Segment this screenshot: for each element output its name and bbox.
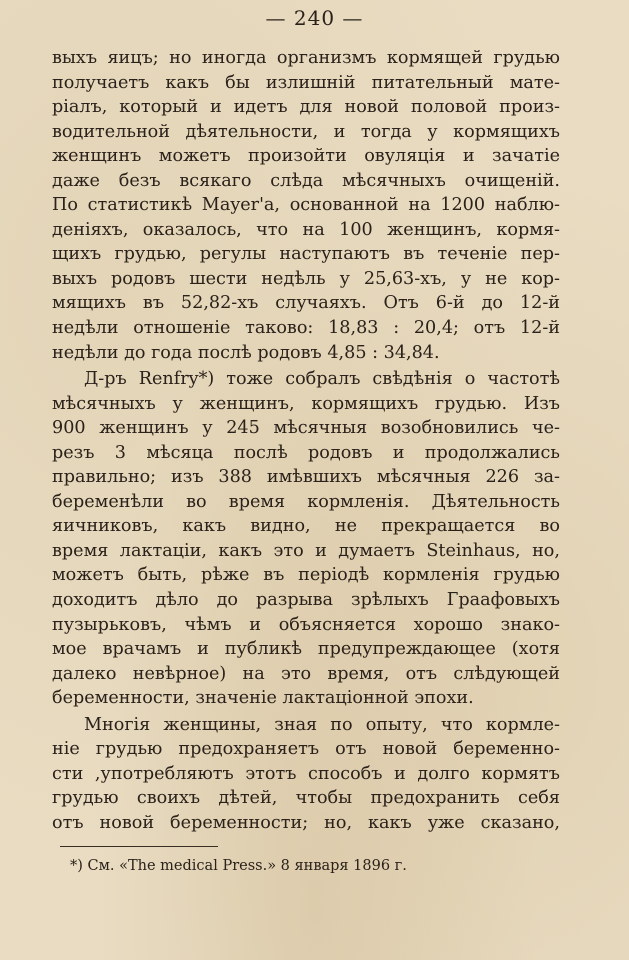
- page-number: — 240 —: [265, 6, 364, 30]
- text-line: отъ новой беременности; но, какъ уже сказано,: [52, 812, 560, 833]
- text-line: грудью своихъ дѣтей, чтобы предохранить себя: [52, 788, 560, 809]
- text-line: деніяхъ, оказалось, что на 100 женщинъ, кормя-: [52, 219, 560, 240]
- body-text: [52, 46, 560, 836]
- text-line: ніе грудью предохраняетъ отъ новой беременно-: [52, 739, 560, 760]
- text-line: далеко невѣрное) на это время, отъ слѣдующей: [52, 663, 560, 684]
- text-line: получаетъ какъ бы излишній питательный мате-: [52, 72, 560, 93]
- text-line: даже безъ всякаго слѣда мѣсячныхъ очищеній.: [52, 170, 560, 191]
- text-line: можетъ быть, рѣже въ періодѣ кормленія грудью: [52, 565, 560, 586]
- text-line: мѣсячныхъ у женщинъ, кормящихъ грудью. Изъ: [52, 393, 560, 414]
- text-line: водительной дѣятельности, и тогда у кормящихъ: [52, 121, 560, 142]
- footnote-rule: [60, 846, 218, 847]
- text-line: беременности, значеніе лактаціонной эпохи.: [52, 688, 474, 709]
- text-line: выхъ яицъ; но иногда организмъ кормящей грудью: [52, 48, 560, 68]
- text-line: беременѣли во время кормленія. Дѣятельность: [52, 491, 560, 512]
- footnote: *) См. «The medical Press.» 8 января 1896 г.: [70, 858, 407, 874]
- text-line: щихъ грудью, регулы наступаютъ въ теченіе пер-: [52, 244, 560, 265]
- paragraph-1: [52, 46, 560, 365]
- text-line: По статистикѣ Mayer'a, основанной на 1200 наблю-: [52, 195, 560, 216]
- text-line: недѣли отношеніе таково: 18,83 : 20,4; отъ 12-й: [52, 318, 560, 339]
- text-line: ріалъ, который и идетъ для новой половой произ-: [52, 97, 560, 118]
- paragraph-3: [52, 713, 560, 836]
- text-line: Многія женщины, зная по опыту, что кормле-: [84, 714, 560, 735]
- text-line: 900 женщинъ у 245 мѣсячныя возобновились че-: [52, 418, 560, 439]
- text-line: Д-ръ Renfry*) тоже собралъ свѣдѣнія о частотѣ: [84, 369, 560, 390]
- text-line: резъ 3 мѣсяца послѣ родовъ и продолжались: [52, 442, 560, 463]
- text-line: пузырьковъ, чѣмъ и объясняется хорошо знако-: [52, 614, 560, 635]
- text-line: выхъ родовъ шести недѣль у 25,63-хъ, у не кор-: [52, 268, 560, 289]
- text-line: правильно; изъ 388 имѣвшихъ мѣсячныя 226 за-: [52, 467, 560, 488]
- text-line: мящихъ въ 52,82-хъ случаяхъ. Отъ 6-й до 12-й: [52, 293, 560, 314]
- text-line: женщинъ можетъ произойти овуляція и зачатіе: [52, 146, 560, 167]
- text-line: время лактаціи, какъ это и думаетъ Steinhaus, но,: [52, 540, 560, 561]
- text-line: яичниковъ, какъ видно, не прекращается во: [52, 516, 560, 537]
- paragraph-2: [52, 367, 560, 711]
- text-line: недѣли до года послѣ родовъ 4,85 : 34,84.: [52, 342, 440, 363]
- text-line: сти ,употребляютъ этотъ способъ и долго кормятъ: [52, 763, 560, 784]
- text-line: мое врачамъ и публикѣ предупреждающее (хотя: [52, 639, 560, 660]
- text-line: доходитъ дѣло до разрыва зрѣлыхъ Граафовыхъ: [52, 590, 560, 611]
